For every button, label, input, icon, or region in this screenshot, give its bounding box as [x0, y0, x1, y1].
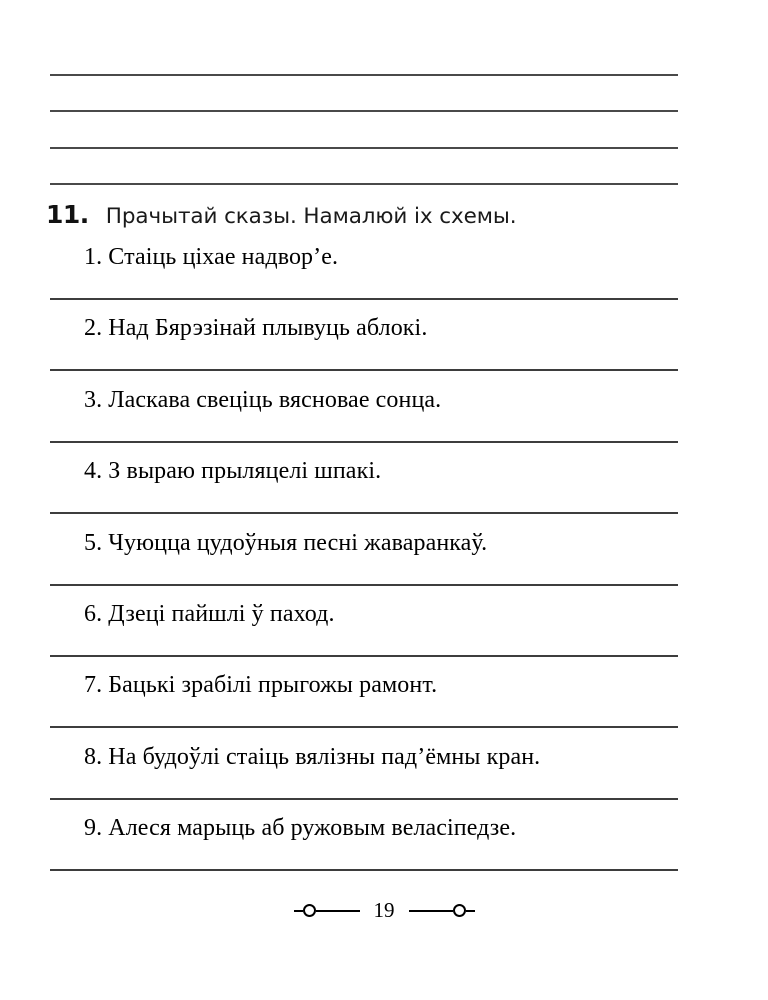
ornament-bar — [316, 910, 360, 912]
ornament-stub — [294, 910, 303, 912]
blank-writing-line — [50, 74, 678, 76]
sentence-answer-line — [50, 655, 678, 657]
sentence-answer-line — [50, 726, 678, 728]
page-footer — [0, 900, 768, 921]
ornament-bar — [409, 910, 453, 912]
sentence-text: 8. На будоўлі стаіць вялізны пад’ёмны кран. — [84, 743, 541, 770]
right-ornament-icon — [409, 904, 475, 917]
left-ornament-icon — [294, 904, 360, 917]
sentence-answer-line — [50, 298, 678, 300]
sentence-answer-line — [50, 584, 678, 586]
ornament-ring — [303, 904, 316, 917]
sentence-text: 2. Над Бярэзінай плывуць аблокі. — [84, 315, 428, 342]
exercise-heading — [46, 200, 516, 229]
sentence-text: 3. Ласкава свеціць вясновае сонца. — [84, 386, 442, 413]
ornament-ring — [453, 904, 466, 917]
sentence-answer-line — [50, 369, 678, 371]
sentence-answer-line — [50, 441, 678, 443]
ornament-stub — [466, 910, 475, 912]
sentence-text: 6. Дзеці пайшлі ў паход. — [84, 601, 335, 627]
blank-writing-line — [50, 110, 678, 112]
blank-writing-line — [50, 183, 678, 185]
sentence-text: 1. Стаіць ціхае надвор’е. — [84, 244, 339, 270]
sentence-text: 9. Алеся марыць аб ружовым веласіпедзе. — [84, 815, 517, 842]
blank-writing-line — [50, 147, 678, 149]
sentence-text: 4. З выраю прыляцелі шпакі. — [84, 458, 382, 485]
sentence-answer-line — [50, 798, 678, 800]
sentence-text: 5. Чуюцца цудоўныя песні жаваранкаў. — [84, 529, 488, 556]
page-number: 19 — [373, 898, 395, 922]
sentence-text: 7. Бацькі зрабілі прыгожы рамонт. — [84, 672, 438, 699]
exercise-number: 11. — [46, 200, 89, 229]
exercise-prompt: Прачытай сказы. Намалюй іх схемы. — [105, 204, 517, 229]
sentence-answer-line — [50, 869, 678, 871]
sentence-answer-line — [50, 512, 678, 514]
